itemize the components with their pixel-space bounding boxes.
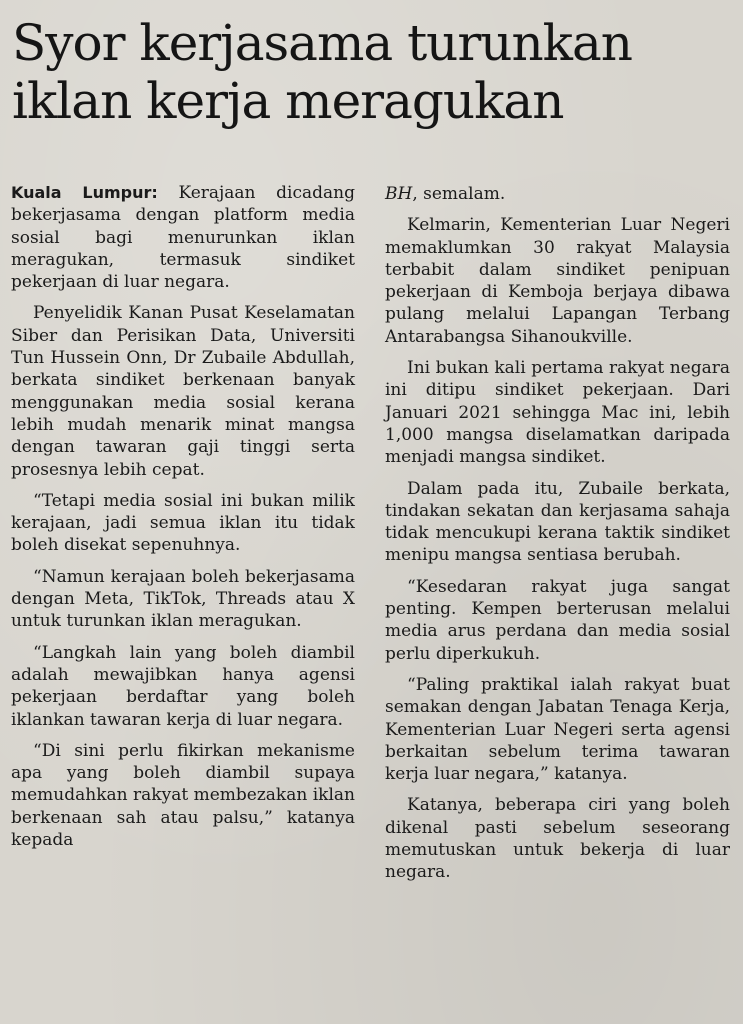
- paragraph-text: , semalam.: [412, 184, 506, 204]
- paragraph: “Tetapi media sosial ini bukan milik kerajaan, jadi semua iklan itu tidak boleh disekat sepenuhnya.: [11, 490, 355, 556]
- headline-line-2: iklan kerja meragukan: [12, 72, 564, 130]
- paragraph: Penyelidik Kanan Pusat Keselamatan Siber dan Perisikan Data, Universiti Tun Hussein Onn, Dr Zubaile Abdullah, berkata sindiket berkenaan banyak menggunakan media sosial kerana lebih mudah menarik minat mangsa dengan tawaran gaji tinggi serta prosesnya lebih cepat.: [11, 303, 355, 480]
- source-name: BH: [385, 184, 413, 204]
- article-column-right: [385, 183, 730, 893]
- paragraph: Ini bukan kali pertama rakyat negara ini ditipu sindiket pekerjaan. Dari Januari 2021 sehingga Mac ini, lebih 1,000 mangsa diselamatkan daripada menjadi mangsa sindiket.: [385, 358, 730, 468]
- paragraph: Katanya, beberapa ciri yang boleh dikenal pasti sebelum seseorang memutuskan untuk bekerja di luar negara.: [385, 795, 730, 883]
- paragraph-text: Kerajaan dicadang bekerjasama dengan platform media sosial bagi menurunkan iklan meragukan, termasuk sindiket pekerjaan di luar negara.: [11, 183, 355, 293]
- headline-line-1: Syor kerjasama turunkan: [12, 14, 632, 72]
- paragraph: “Langkah lain yang boleh diambil adalah mewajibkan hanya agensi pekerjaan berdaftar yang boleh iklankan tawaran kerja di luar negara.: [11, 642, 355, 730]
- paragraph: “Kesedaran rakyat juga sangat penting. Kempen berterusan melalui media arus perdana dan media sosial perlu diperkukuh.: [385, 576, 730, 664]
- article-column-left: [11, 182, 355, 860]
- paragraph: “Namun kerajaan boleh bekerjasama dengan Meta, TikTok, Threads atau X untuk turunkan iklan meragukan.: [11, 566, 355, 632]
- paragraph: Dalam pada itu, Zubaile berkata, tindakan sekatan dan kerjasama sahaja tidak mencukupi kerana taktik sindiket menipu mangsa sentiasa berubah.: [385, 478, 730, 566]
- paragraph: [11, 182, 355, 293]
- paragraph: “Paling praktikal ialah rakyat buat semakan dengan Jabatan Tenaga Kerja, Kementerian Luar Negeri serta agensi berkaitan sebelum terima tawaran kerja luar negara,” katanya.: [385, 674, 730, 785]
- headline: [12, 14, 732, 130]
- paragraph-continuation: [385, 183, 730, 205]
- paragraph: “Di sini perlu fikirkan mekanisme apa yang boleh diambil supaya memudahkan rakyat membezakan iklan berkenaan sah atau palsu,” katanya kepada: [11, 740, 355, 851]
- dateline: Kuala Lumpur:: [11, 183, 158, 202]
- paragraph: Kelmarin, Kementerian Luar Negeri memaklumkan 30 rakyat Malaysia terbabit dalam sindiket penipuan pekerjaan di Kemboja berjaya dibawa pulang melalui Lapangan Terbang Antarabangsa Sihanoukville.: [385, 215, 730, 347]
